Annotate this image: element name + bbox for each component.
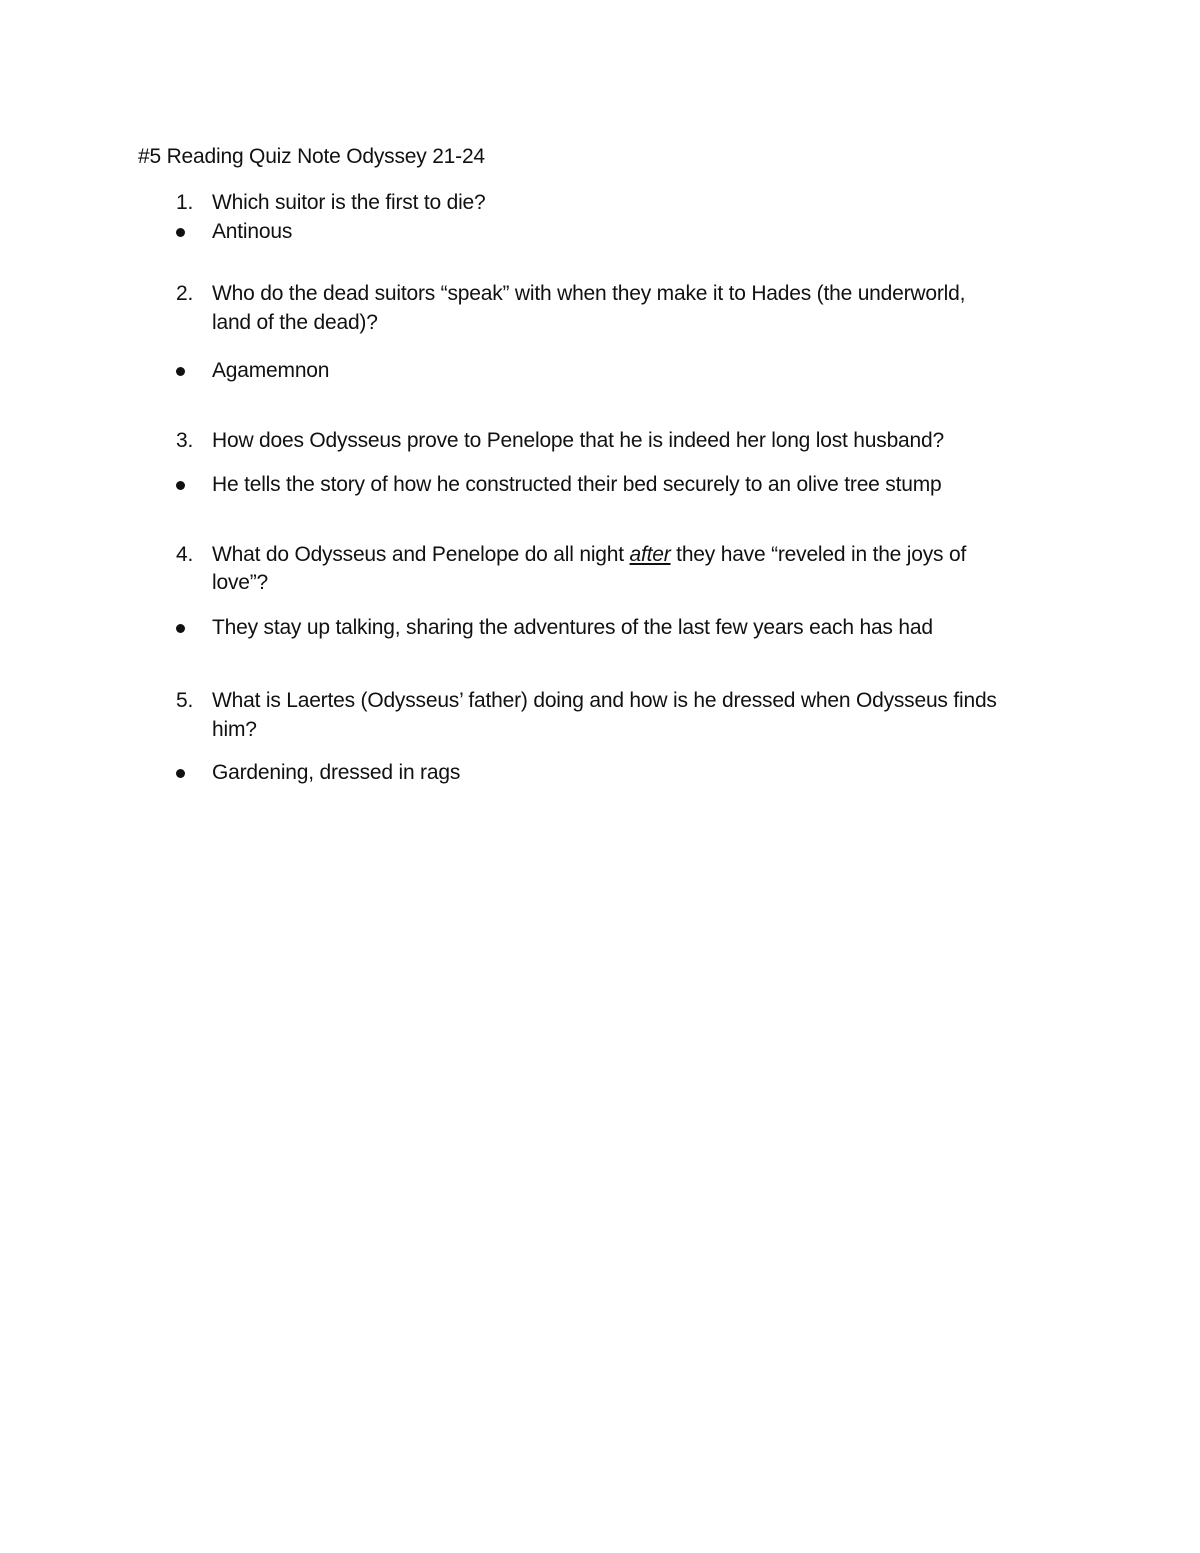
answer-1: Antinous — [212, 220, 293, 243]
question-5-number: 5. — [176, 689, 194, 712]
bullet-icon — [176, 481, 185, 490]
answer-5: Gardening, dressed in rags — [212, 761, 461, 784]
bullet-icon — [176, 624, 185, 633]
question-2-number: 2. — [176, 282, 194, 305]
answer-3: He tells the story of how he constructed their bed securely to an olive tree stump — [212, 473, 942, 496]
answer-4: They stay up talking, sharing the adventures of the last few years each has had — [212, 616, 933, 639]
answer-2: Agamemnon — [212, 359, 330, 382]
question-4-text-before: What do Odysseus and Penelope do all night — [212, 543, 630, 566]
question-2-text-line-2: land of the dead)? — [212, 311, 378, 334]
bullet-icon — [176, 769, 185, 778]
question-5-text-line-2: him? — [212, 718, 257, 741]
question-1-text: Which suitor is the first to die? — [212, 191, 486, 214]
question-4-text-after: they have “reveled in the joys of — [670, 543, 967, 566]
question-2-text-line-1: Who do the dead suitors “speak” with when they make it to Hades (the underworld, — [212, 282, 966, 305]
question-1-number: 1. — [176, 191, 194, 214]
question-4-text-line-1 — [212, 541, 966, 569]
bullet-icon — [176, 367, 185, 376]
question-3-text: How does Odysseus prove to Penelope that he is indeed her long lost husband? — [212, 429, 944, 452]
emphasis-after: after — [629, 543, 671, 566]
document-title: #5 Reading Quiz Note Odyssey 21-24 — [138, 145, 485, 168]
question-3-number: 3. — [176, 429, 194, 452]
bullet-icon — [176, 228, 185, 237]
question-4-text-line-2: love”? — [212, 571, 268, 594]
question-4-number: 4. — [176, 543, 194, 566]
question-5-text-line-1: What is Laertes (Odysseus’ father) doing and how is he dressed when Odysseus finds — [212, 689, 997, 712]
